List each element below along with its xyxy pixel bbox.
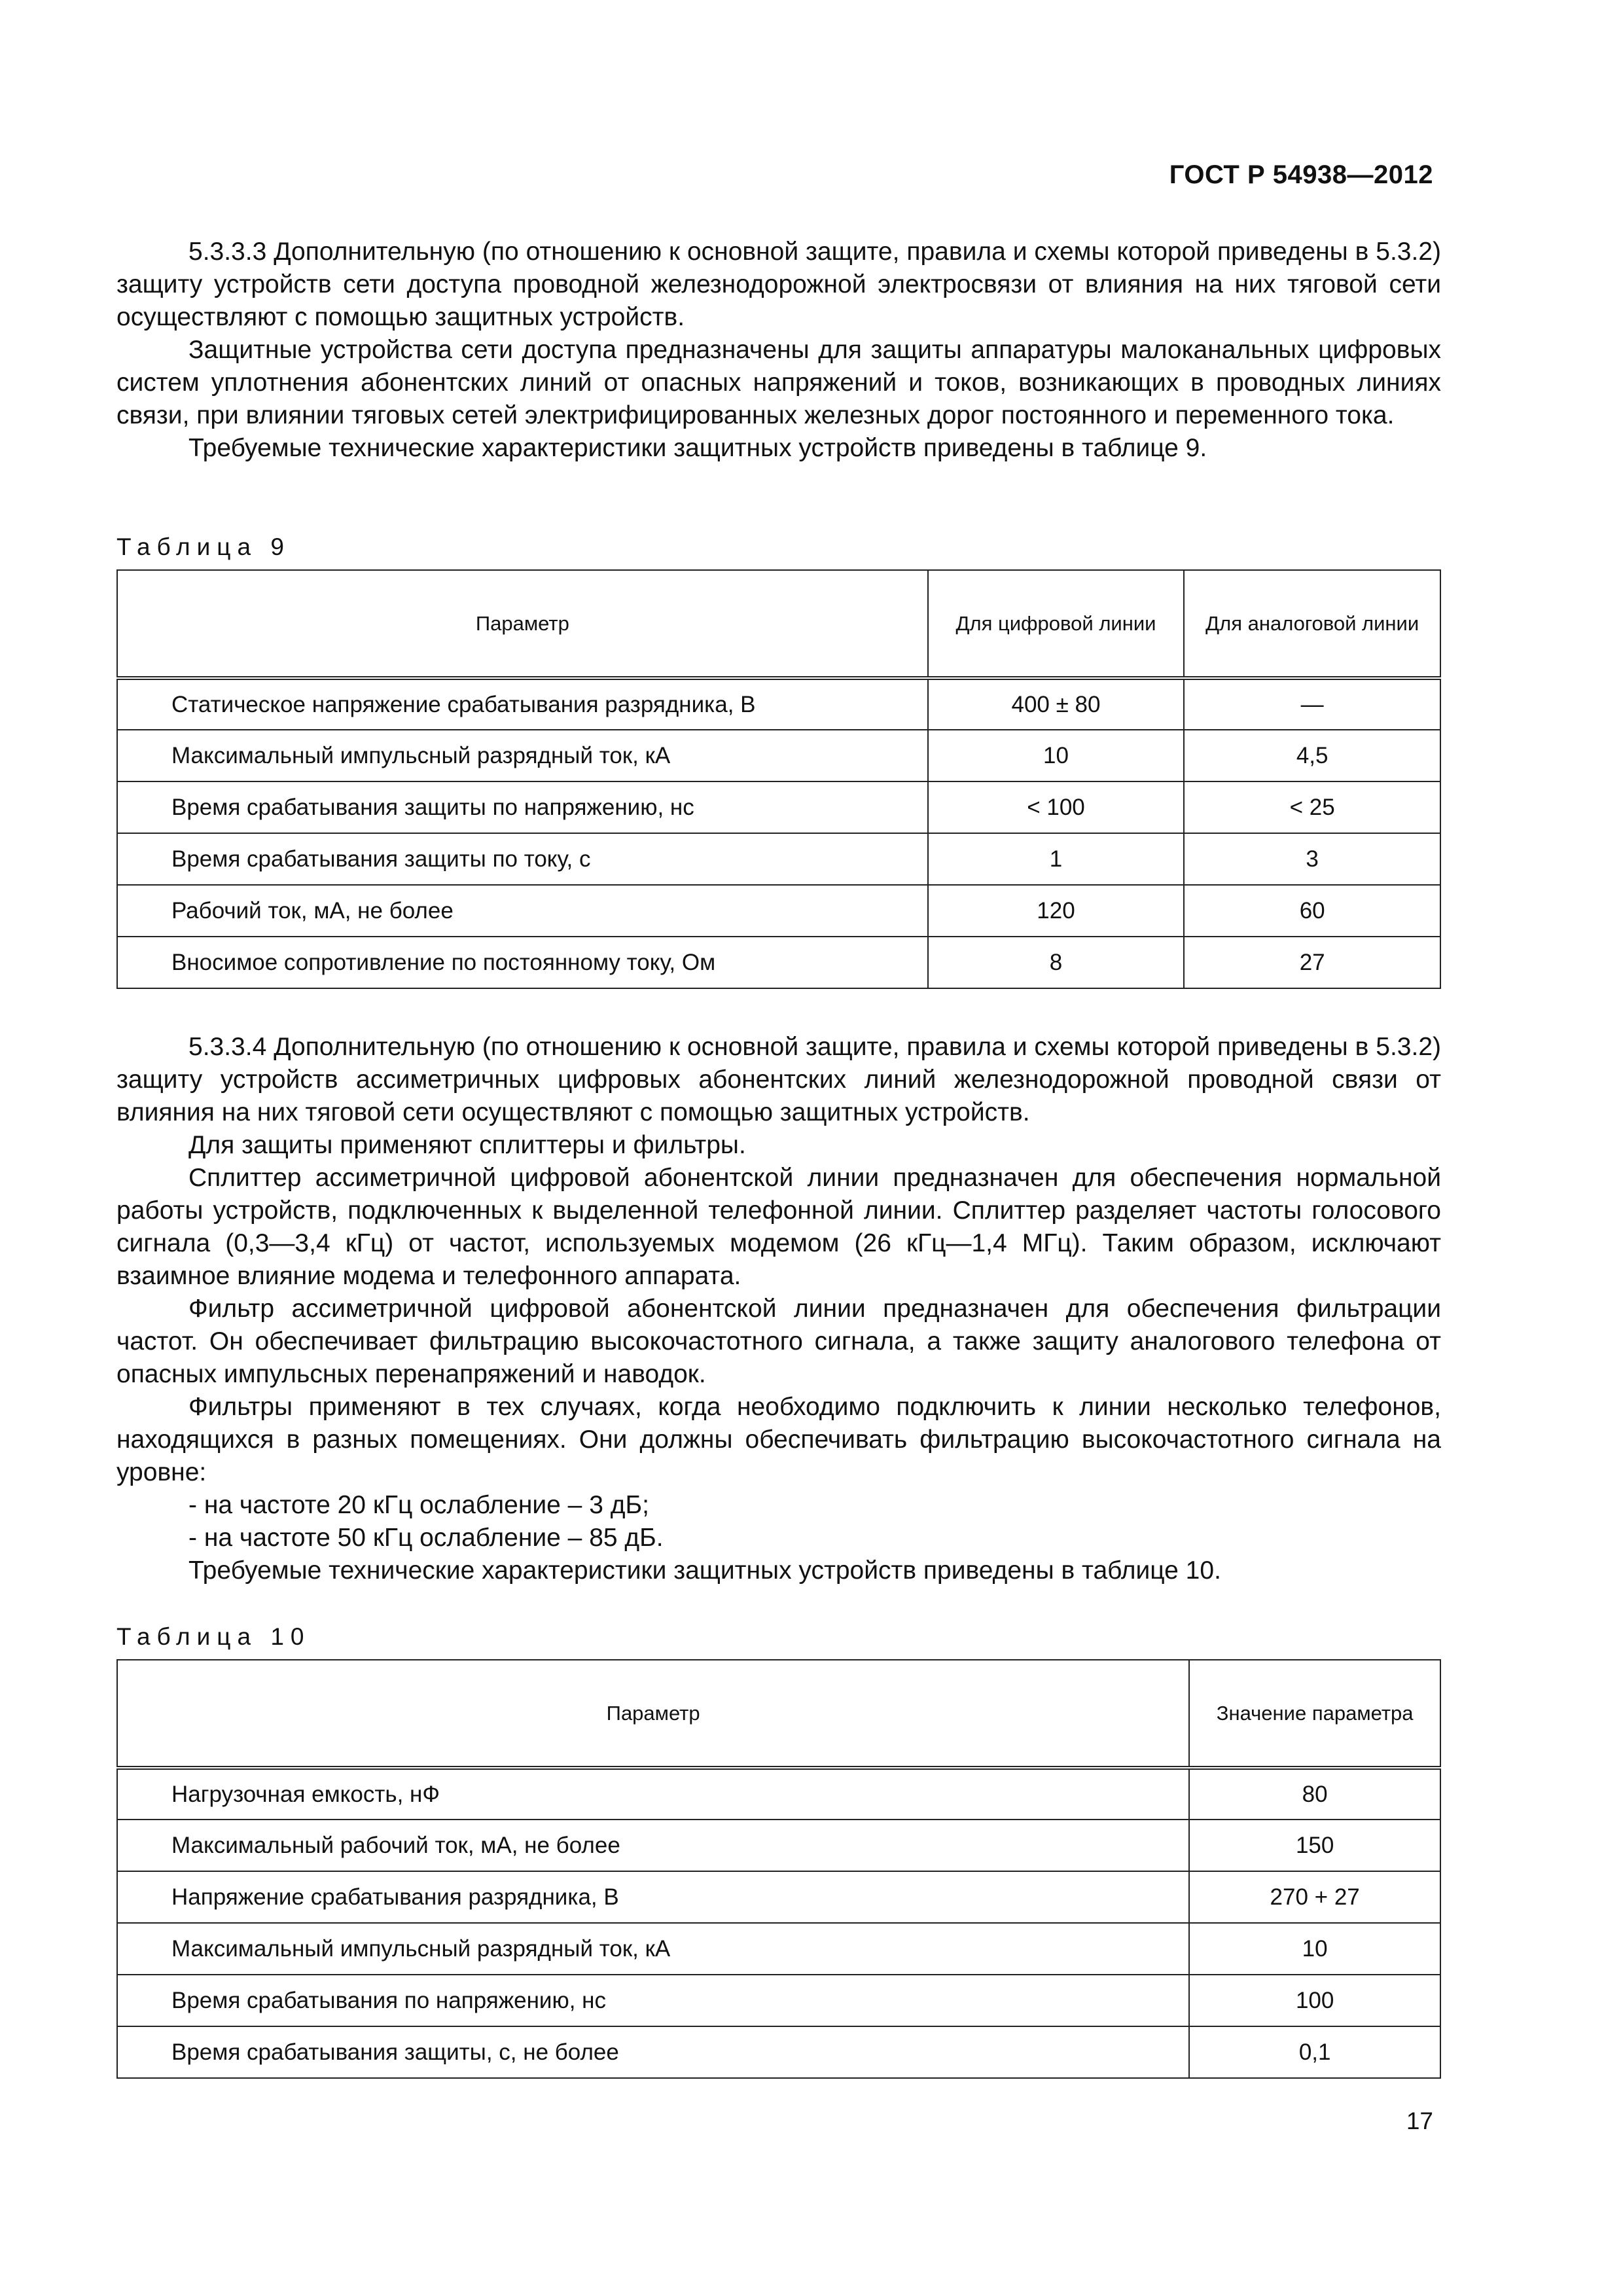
table-header-row — [117, 1660, 1440, 1768]
cell-analog: 60 — [1184, 885, 1440, 937]
table-9 — [116, 569, 1441, 989]
cell-digital: 400 ± 80 — [928, 678, 1185, 730]
cell-analog: — — [1184, 678, 1440, 730]
table-9-caption: Таблица 9 — [116, 533, 291, 560]
table-header-row — [117, 570, 1440, 678]
cell-value: 270 + 27 — [1189, 1871, 1440, 1923]
table-row — [117, 937, 1440, 988]
cell-analog: 4,5 — [1184, 730, 1440, 781]
paragraph: Требуемые технические характеристики защитных устройств приведены в таблице 9. — [188, 434, 1207, 462]
cell-analog: 27 — [1184, 937, 1440, 988]
cell-parameter: Напряжение срабатывания разрядника, В — [117, 1871, 1189, 1923]
cell-digital: < 100 — [928, 781, 1185, 833]
table-row — [117, 1975, 1440, 2026]
column-header-analog: Для аналоговой линии — [1184, 570, 1440, 678]
column-header-parameter: Параметр — [117, 570, 928, 678]
table-row — [117, 1768, 1440, 1820]
cell-parameter: Время срабатывания защиты по току, с — [117, 833, 928, 885]
cell-value: 10 — [1189, 1923, 1440, 1975]
cell-analog: 3 — [1184, 833, 1440, 885]
table-row — [117, 678, 1440, 730]
section-5-3-3-4 — [116, 1031, 1441, 1587]
table-row — [117, 730, 1440, 781]
table-row — [117, 885, 1440, 937]
cell-parameter: Максимальный рабочий ток, мА, не более — [117, 1820, 1189, 1871]
cell-parameter: Время срабатывания защиты по напряжению, нс — [117, 781, 928, 833]
table-row — [117, 2026, 1440, 2078]
paragraph: Для защиты применяют сплиттеры и фильтры. — [188, 1131, 746, 1159]
cell-digital: 10 — [928, 730, 1185, 781]
paragraph: Сплиттер ассиметричной цифровой абонентской линии предназначен для обеспечения нормальной работы устройств, подключенных к выделенной телефонной линии. Сплиттер разделяет частоты голосового сигнала (0,3—3,4 кГц) от частот, используемых модемом (26 кГц—1,4 МГц). Таким образом, исключают взаимное влияние модема и телефонного аппарата. — [116, 1164, 1441, 1290]
page-number: 17 — [1406, 2108, 1433, 2134]
section-5-3-3-3 — [116, 236, 1441, 465]
table-row — [117, 1820, 1440, 1871]
cell-digital: 120 — [928, 885, 1185, 937]
paragraph: 5.3.3.3 Дополнительную (по отношению к основной защите, правила и схемы которой приведены в 5.3.2) защиту устройств сети доступа проводной железнодорожной электросвязи от влияния на них тяговой сети осуществляют с помощью защитных устройств. — [116, 238, 1441, 331]
paragraph: Защитные устройства сети доступа предназначены для защиты аппаратуры малоканальных цифровых систем уплотнения абонентских линий от опасных напряжений и токов, возникающих в проводных линиях связи, при влиянии тяговых сетей электрифицированных железных дорог постоянного и переменного тока. — [116, 336, 1441, 429]
cell-digital: 8 — [928, 937, 1185, 988]
cell-parameter: Вносимое сопротивление по постоянному току, Ом — [117, 937, 928, 988]
cell-parameter: Статическое напряжение срабатывания разрядника, В — [117, 678, 928, 730]
cell-value: 150 — [1189, 1820, 1440, 1871]
list-item: - на частоте 50 кГц ослабление – 85 дБ. — [188, 1524, 664, 1552]
cell-parameter: Рабочий ток, мА, не более — [117, 885, 928, 937]
cell-value: 0,1 — [1189, 2026, 1440, 2078]
column-header-parameter: Параметр — [117, 1660, 1189, 1768]
paragraph: Фильтр ассиметричной цифровой абонентской линии предназначен для обеспечения фильтрации частот. Он обеспечивает фильтрацию высокочастотного сигнала, а также защиту аналогового телефона от опасных импульсных перенапряжений и наводок. — [116, 1295, 1441, 1388]
cell-analog: < 25 — [1184, 781, 1440, 833]
cell-parameter: Максимальный импульсный разрядный ток, кА — [117, 730, 928, 781]
table-row — [117, 1923, 1440, 1975]
paragraph: Требуемые технические характеристики защитных устройств приведены в таблице 10. — [188, 1556, 1221, 1585]
column-header-value: Значение параметра — [1189, 1660, 1440, 1768]
document-id: ГОСТ Р 54938—2012 — [1169, 160, 1433, 189]
cell-parameter: Максимальный импульсный разрядный ток, кА — [117, 1923, 1189, 1975]
paragraph: Фильтры применяют в тех случаях, когда необходимо подключить к линии несколько телефонов, находящихся в разных помещениях. Они должны обеспечивать фильтрацию высокочастотного сигнала на уровне: — [116, 1393, 1441, 1486]
cell-parameter: Время срабатывания защиты, с, не более — [117, 2026, 1189, 2078]
cell-digital: 1 — [928, 833, 1185, 885]
cell-value: 80 — [1189, 1768, 1440, 1820]
table-row — [117, 781, 1440, 833]
table-10-caption: Таблица 10 — [116, 1623, 311, 1650]
table-row — [117, 1871, 1440, 1923]
cell-value: 100 — [1189, 1975, 1440, 2026]
table-row — [117, 833, 1440, 885]
cell-parameter: Нагрузочная емкость, нФ — [117, 1768, 1189, 1820]
table-10 — [116, 1659, 1441, 2079]
column-header-digital: Для цифровой линии — [928, 570, 1185, 678]
paragraph: 5.3.3.4 Дополнительную (по отношению к основной защите, правила и схемы которой приведены в 5.3.2) защиту устройств ассиметричных цифровых абонентских линий железнодорожной проводной связи от влияния на них тяговой сети осуществляют с помощью защитных устройств. — [116, 1033, 1441, 1126]
list-item: - на частоте 20 кГц ослабление – 3 дБ; — [188, 1491, 649, 1519]
cell-parameter: Время срабатывания по напряжению, нс — [117, 1975, 1189, 2026]
